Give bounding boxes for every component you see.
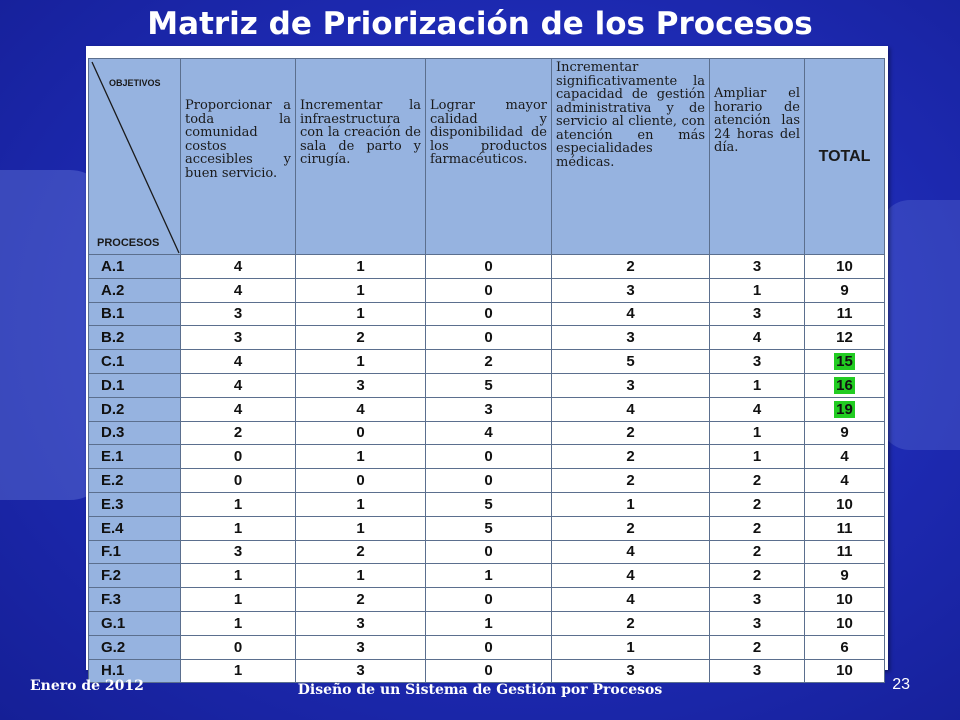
score-cell: 4 xyxy=(552,397,710,421)
score-cell: 4 xyxy=(552,540,710,564)
process-cell: A.2 xyxy=(89,278,181,302)
score-cell: 4 xyxy=(296,397,426,421)
table-row xyxy=(89,255,885,279)
score-cell: 0 xyxy=(426,278,552,302)
score-cell: 1 xyxy=(181,588,296,612)
total-cell xyxy=(805,326,885,350)
total-value: 11 xyxy=(836,305,853,323)
total-value: 16 xyxy=(836,376,853,394)
score-cell: 3 xyxy=(552,326,710,350)
process-cell: H.1 xyxy=(89,659,181,683)
process-cell: F.1 xyxy=(89,540,181,564)
score-cell: 3 xyxy=(552,373,710,397)
score-cell: 4 xyxy=(181,373,296,397)
score-cell: 3 xyxy=(181,326,296,350)
score-cell: 3 xyxy=(181,540,296,564)
table-row xyxy=(89,611,885,635)
corner-header xyxy=(89,59,181,255)
score-cell: 0 xyxy=(181,469,296,493)
table-row xyxy=(89,588,885,612)
total-cell xyxy=(805,302,885,326)
score-cell: 1 xyxy=(552,635,710,659)
score-cell: 1 xyxy=(181,564,296,588)
score-cell: 4 xyxy=(710,397,805,421)
score-cell: 4 xyxy=(552,564,710,588)
total-cell xyxy=(805,350,885,374)
score-cell: 2 xyxy=(552,445,710,469)
score-cell: 1 xyxy=(181,492,296,516)
score-cell: 0 xyxy=(426,540,552,564)
total-value: 10 xyxy=(836,495,853,513)
priorization-matrix xyxy=(88,58,885,683)
process-cell: G.2 xyxy=(89,635,181,659)
table-row xyxy=(89,516,885,540)
total-cell xyxy=(805,516,885,540)
score-cell: 3 xyxy=(710,588,805,612)
table-row xyxy=(89,326,885,350)
table-row xyxy=(89,421,885,445)
score-cell: 2 xyxy=(552,516,710,540)
total-value: 4 xyxy=(840,448,849,466)
score-cell: 4 xyxy=(181,278,296,302)
score-cell: 3 xyxy=(710,659,805,683)
score-cell: 4 xyxy=(552,302,710,326)
process-cell: F.3 xyxy=(89,588,181,612)
table-row xyxy=(89,445,885,469)
total-header: TOTAL xyxy=(805,59,885,255)
total-cell xyxy=(805,564,885,588)
matrix-frame xyxy=(86,46,888,680)
total-value: 10 xyxy=(836,591,853,609)
score-cell: 1 xyxy=(296,516,426,540)
total-cell xyxy=(805,255,885,279)
score-cell: 1 xyxy=(710,445,805,469)
process-cell: E.1 xyxy=(89,445,181,469)
process-cell: D.2 xyxy=(89,397,181,421)
total-cell xyxy=(805,373,885,397)
score-cell: 4 xyxy=(426,421,552,445)
score-cell: 1 xyxy=(296,255,426,279)
table-row xyxy=(89,397,885,421)
total-cell xyxy=(805,421,885,445)
total-value: 15 xyxy=(836,353,853,371)
score-cell: 3 xyxy=(710,255,805,279)
score-cell: 2 xyxy=(552,611,710,635)
table-row xyxy=(89,373,885,397)
total-value: 11 xyxy=(836,519,853,537)
score-cell: 3 xyxy=(710,302,805,326)
score-cell: 0 xyxy=(426,255,552,279)
score-cell: 1 xyxy=(181,516,296,540)
process-cell: B.2 xyxy=(89,326,181,350)
score-cell: 3 xyxy=(296,611,426,635)
process-cell: D.1 xyxy=(89,373,181,397)
process-cell: E.4 xyxy=(89,516,181,540)
table-row xyxy=(89,469,885,493)
score-cell: 0 xyxy=(426,302,552,326)
column-header: Lograr mayor calidad y disponibilidad de los productos farmacéuticos. xyxy=(426,59,552,255)
total-value: 11 xyxy=(836,543,853,561)
score-cell: 0 xyxy=(426,469,552,493)
table-row xyxy=(89,350,885,374)
score-cell: 2 xyxy=(710,492,805,516)
total-value: 6 xyxy=(840,638,849,656)
column-header: Ampliar el horario de atención las 24 horas del día. xyxy=(710,59,805,255)
total-value: 9 xyxy=(840,567,849,585)
score-cell: 4 xyxy=(552,588,710,612)
total-value: 10 xyxy=(836,614,853,632)
total-cell xyxy=(805,492,885,516)
score-cell: 1 xyxy=(710,421,805,445)
process-cell: D.3 xyxy=(89,421,181,445)
score-cell: 0 xyxy=(181,445,296,469)
process-cell: B.1 xyxy=(89,302,181,326)
process-cell: F.2 xyxy=(89,564,181,588)
score-cell: 2 xyxy=(552,421,710,445)
score-cell: 4 xyxy=(181,255,296,279)
score-cell: 1 xyxy=(181,659,296,683)
total-cell xyxy=(805,469,885,493)
score-cell: 3 xyxy=(296,659,426,683)
score-cell: 1 xyxy=(296,350,426,374)
score-cell: 0 xyxy=(426,659,552,683)
score-cell: 2 xyxy=(552,255,710,279)
score-cell: 2 xyxy=(710,635,805,659)
total-value: 9 xyxy=(840,281,849,299)
total-cell xyxy=(805,540,885,564)
score-cell: 4 xyxy=(181,350,296,374)
total-value: 10 xyxy=(836,257,853,275)
score-cell: 3 xyxy=(710,611,805,635)
column-header: Incrementar significativamente la capacidad de gestión administrativa y de servicio al cliente, con atención en más especialidades médicas. xyxy=(552,59,710,255)
score-cell: 1 xyxy=(296,564,426,588)
score-cell: 3 xyxy=(552,278,710,302)
score-cell: 3 xyxy=(296,373,426,397)
table-row xyxy=(89,278,885,302)
slide-title: Matriz de Priorización de los Procesos xyxy=(147,6,813,42)
total-value: 12 xyxy=(836,329,853,347)
score-cell: 1 xyxy=(710,373,805,397)
footer-title: Diseño de un Sistema de Gestión por Procesos xyxy=(297,682,663,698)
table-row xyxy=(89,302,885,326)
total-cell xyxy=(805,635,885,659)
score-cell: 5 xyxy=(426,492,552,516)
column-header: Proporcionar a toda la comunidad costos accesibles y buen servicio. xyxy=(181,59,296,255)
score-cell: 5 xyxy=(426,373,552,397)
score-cell: 3 xyxy=(296,635,426,659)
total-cell xyxy=(805,278,885,302)
total-cell xyxy=(805,659,885,683)
score-cell: 2 xyxy=(296,540,426,564)
process-cell: G.1 xyxy=(89,611,181,635)
objetivos-label: OBJETIVOS xyxy=(109,78,161,88)
score-cell: 1 xyxy=(181,611,296,635)
total-cell xyxy=(805,611,885,635)
score-cell: 0 xyxy=(426,588,552,612)
process-cell: E.2 xyxy=(89,469,181,493)
score-cell: 2 xyxy=(552,469,710,493)
score-cell: 2 xyxy=(710,540,805,564)
score-cell: 1 xyxy=(710,278,805,302)
process-cell: C.1 xyxy=(89,350,181,374)
score-cell: 3 xyxy=(426,397,552,421)
score-cell: 1 xyxy=(296,302,426,326)
table-row xyxy=(89,659,885,683)
score-cell: 0 xyxy=(296,469,426,493)
process-cell: E.3 xyxy=(89,492,181,516)
score-cell: 3 xyxy=(181,302,296,326)
score-cell: 2 xyxy=(181,421,296,445)
score-cell: 0 xyxy=(426,445,552,469)
total-cell xyxy=(805,397,885,421)
score-cell: 0 xyxy=(426,635,552,659)
total-value: 4 xyxy=(840,472,849,490)
score-cell: 0 xyxy=(181,635,296,659)
footer-date: Enero de 2012 xyxy=(30,678,144,694)
score-cell: 2 xyxy=(710,564,805,588)
procesos-label: PROCESOS xyxy=(97,236,160,249)
score-cell: 1 xyxy=(296,278,426,302)
score-cell: 2 xyxy=(296,588,426,612)
score-cell: 1 xyxy=(426,611,552,635)
score-cell: 1 xyxy=(426,564,552,588)
score-cell: 2 xyxy=(426,350,552,374)
total-cell xyxy=(805,445,885,469)
score-cell: 3 xyxy=(552,659,710,683)
total-value: 19 xyxy=(836,400,853,418)
process-cell: A.1 xyxy=(89,255,181,279)
score-cell: 0 xyxy=(296,421,426,445)
score-cell: 4 xyxy=(181,397,296,421)
score-cell: 2 xyxy=(296,326,426,350)
table-row xyxy=(89,564,885,588)
page-number: 23 xyxy=(892,676,910,693)
table-row xyxy=(89,540,885,564)
total-value: 10 xyxy=(836,662,853,680)
score-cell: 1 xyxy=(296,445,426,469)
table-row xyxy=(89,492,885,516)
score-cell: 4 xyxy=(710,326,805,350)
table-row xyxy=(89,635,885,659)
gear-decoration-right xyxy=(880,200,960,450)
column-header: Incrementar la infraestructura con la creación de sala de parto y cirugía. xyxy=(296,59,426,255)
score-cell: 5 xyxy=(552,350,710,374)
score-cell: 1 xyxy=(552,492,710,516)
score-cell: 5 xyxy=(426,516,552,540)
total-value: 9 xyxy=(840,424,849,442)
score-cell: 0 xyxy=(426,326,552,350)
score-cell: 2 xyxy=(710,516,805,540)
score-cell: 2 xyxy=(710,469,805,493)
total-cell xyxy=(805,588,885,612)
score-cell: 1 xyxy=(296,492,426,516)
score-cell: 3 xyxy=(710,350,805,374)
